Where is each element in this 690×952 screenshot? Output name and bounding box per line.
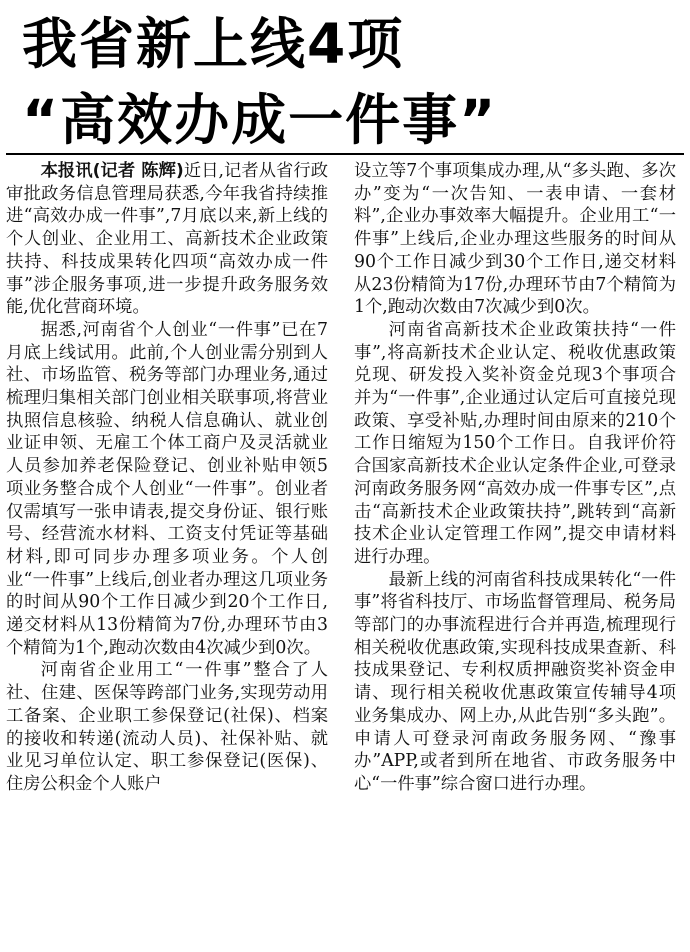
headline-line-1: 我省新上线4项	[22, 12, 405, 76]
article-column-left	[6, 160, 328, 796]
paragraph-employment-continued: 设立等7个事项集成办理,从“多头跑、多次办”变为“一次告知、一表申请、一套材料”,企业办事效率大幅提升。企业用工“一件事”上线后,企业办理这些服务的时间从90个工作日减少到30个工作日,递交材料从23份精简为17份,办理环节由7个精简为1个,跑动次数由7次减少到0次。	[354, 161, 676, 318]
paragraph-tech-transfer: 最新上线的河南省科技成果转化“一件事”将省科技厅、市场监督管理局、税务局等部门的办事流程进行合并再造,梳理现行相关税收优惠政策,实现科技成果查新、科技成果登记、专利权质押融资奖补资金申请、现行相关税收优惠政策宣传辅导4项业务集成办、网上办,从此告别“多头跑”。申请人可登录河南政务服务网、“豫事办”APP,或者到所在地省、市政务服务中心“一件事”综合窗口进行办理。	[354, 569, 676, 794]
paragraph-high-tech: 河南省高新技术企业政策扶持“一件事”,将高新技术企业认定、税收优惠政策兑现、研发投入奖补资金兑现3个事项合并为“一件事”,企业通过认定后可直接兑现政策、享受补贴,办理时间由原来的210个工作日缩短为150个工作日。自我评价符合国家高新技术企业认定条件企业,可登录河南政务服务网“高效办成一件事专区”,点击“高新技术企业政策扶持”,跳转到“高新技术企业认定管理工作网”,提交申请材料进行办理。	[354, 319, 676, 567]
paragraph-intro	[6, 160, 328, 319]
article-column-right	[354, 160, 676, 796]
paragraph-intro-text: 近日,记者从省行政审批政务信息管理局获悉,今年我省持续推进“高效办成一件事”,7月底以来,新上线的个人创业、企业用工、高新技术企业政策扶持、科技成果转化四项“高效办成一件事”涉企服务事项,进一步提升政务服务效能,优化营商环境。	[6, 161, 328, 318]
paragraph-personal-startup: 据悉,河南省个人创业“一件事”已在7月底上线试用。此前,个人创业需分别到人社、市场监管、税务等部门办理业务,通过梳理归集相关部门创业相关联事项,将营业执照信息核验、纳税人信息确认、就业创业证申领、无雇工个体工商户及灵活就业人员参加养老保险登记、创业补贴申领5项业务整合成个人创业“一件事”。创业者仅需填写一张申请表,提交身份证、银行账号、经营流水材料、工资支付凭证等基础材料,即可同步办理多项业务。个人创业“一件事”上线后,创业者办理这几项业务的时间从90个工作日减少到20个工作日,递交材料从13份精简为7份,办理环节由3个精简为1个,跑动次数由4次减少到0次。	[6, 319, 328, 658]
byline: 本报讯(记者 陈辉)	[40, 161, 184, 181]
headline-divider	[6, 153, 684, 155]
paragraph-employment-start: 河南省企业用工“一件事”整合了人社、住建、医保等跨部门业务,实现劳动用工备案、企业职工参保登记(社保)、档案的接收和转递(流动人员)、社保补贴、就业见习单位认定、职工参保登记(医保)、住房公积金个人账户	[6, 660, 328, 794]
headline-line-2: “高效办成一件事”	[22, 88, 498, 152]
headline	[22, 6, 672, 158]
